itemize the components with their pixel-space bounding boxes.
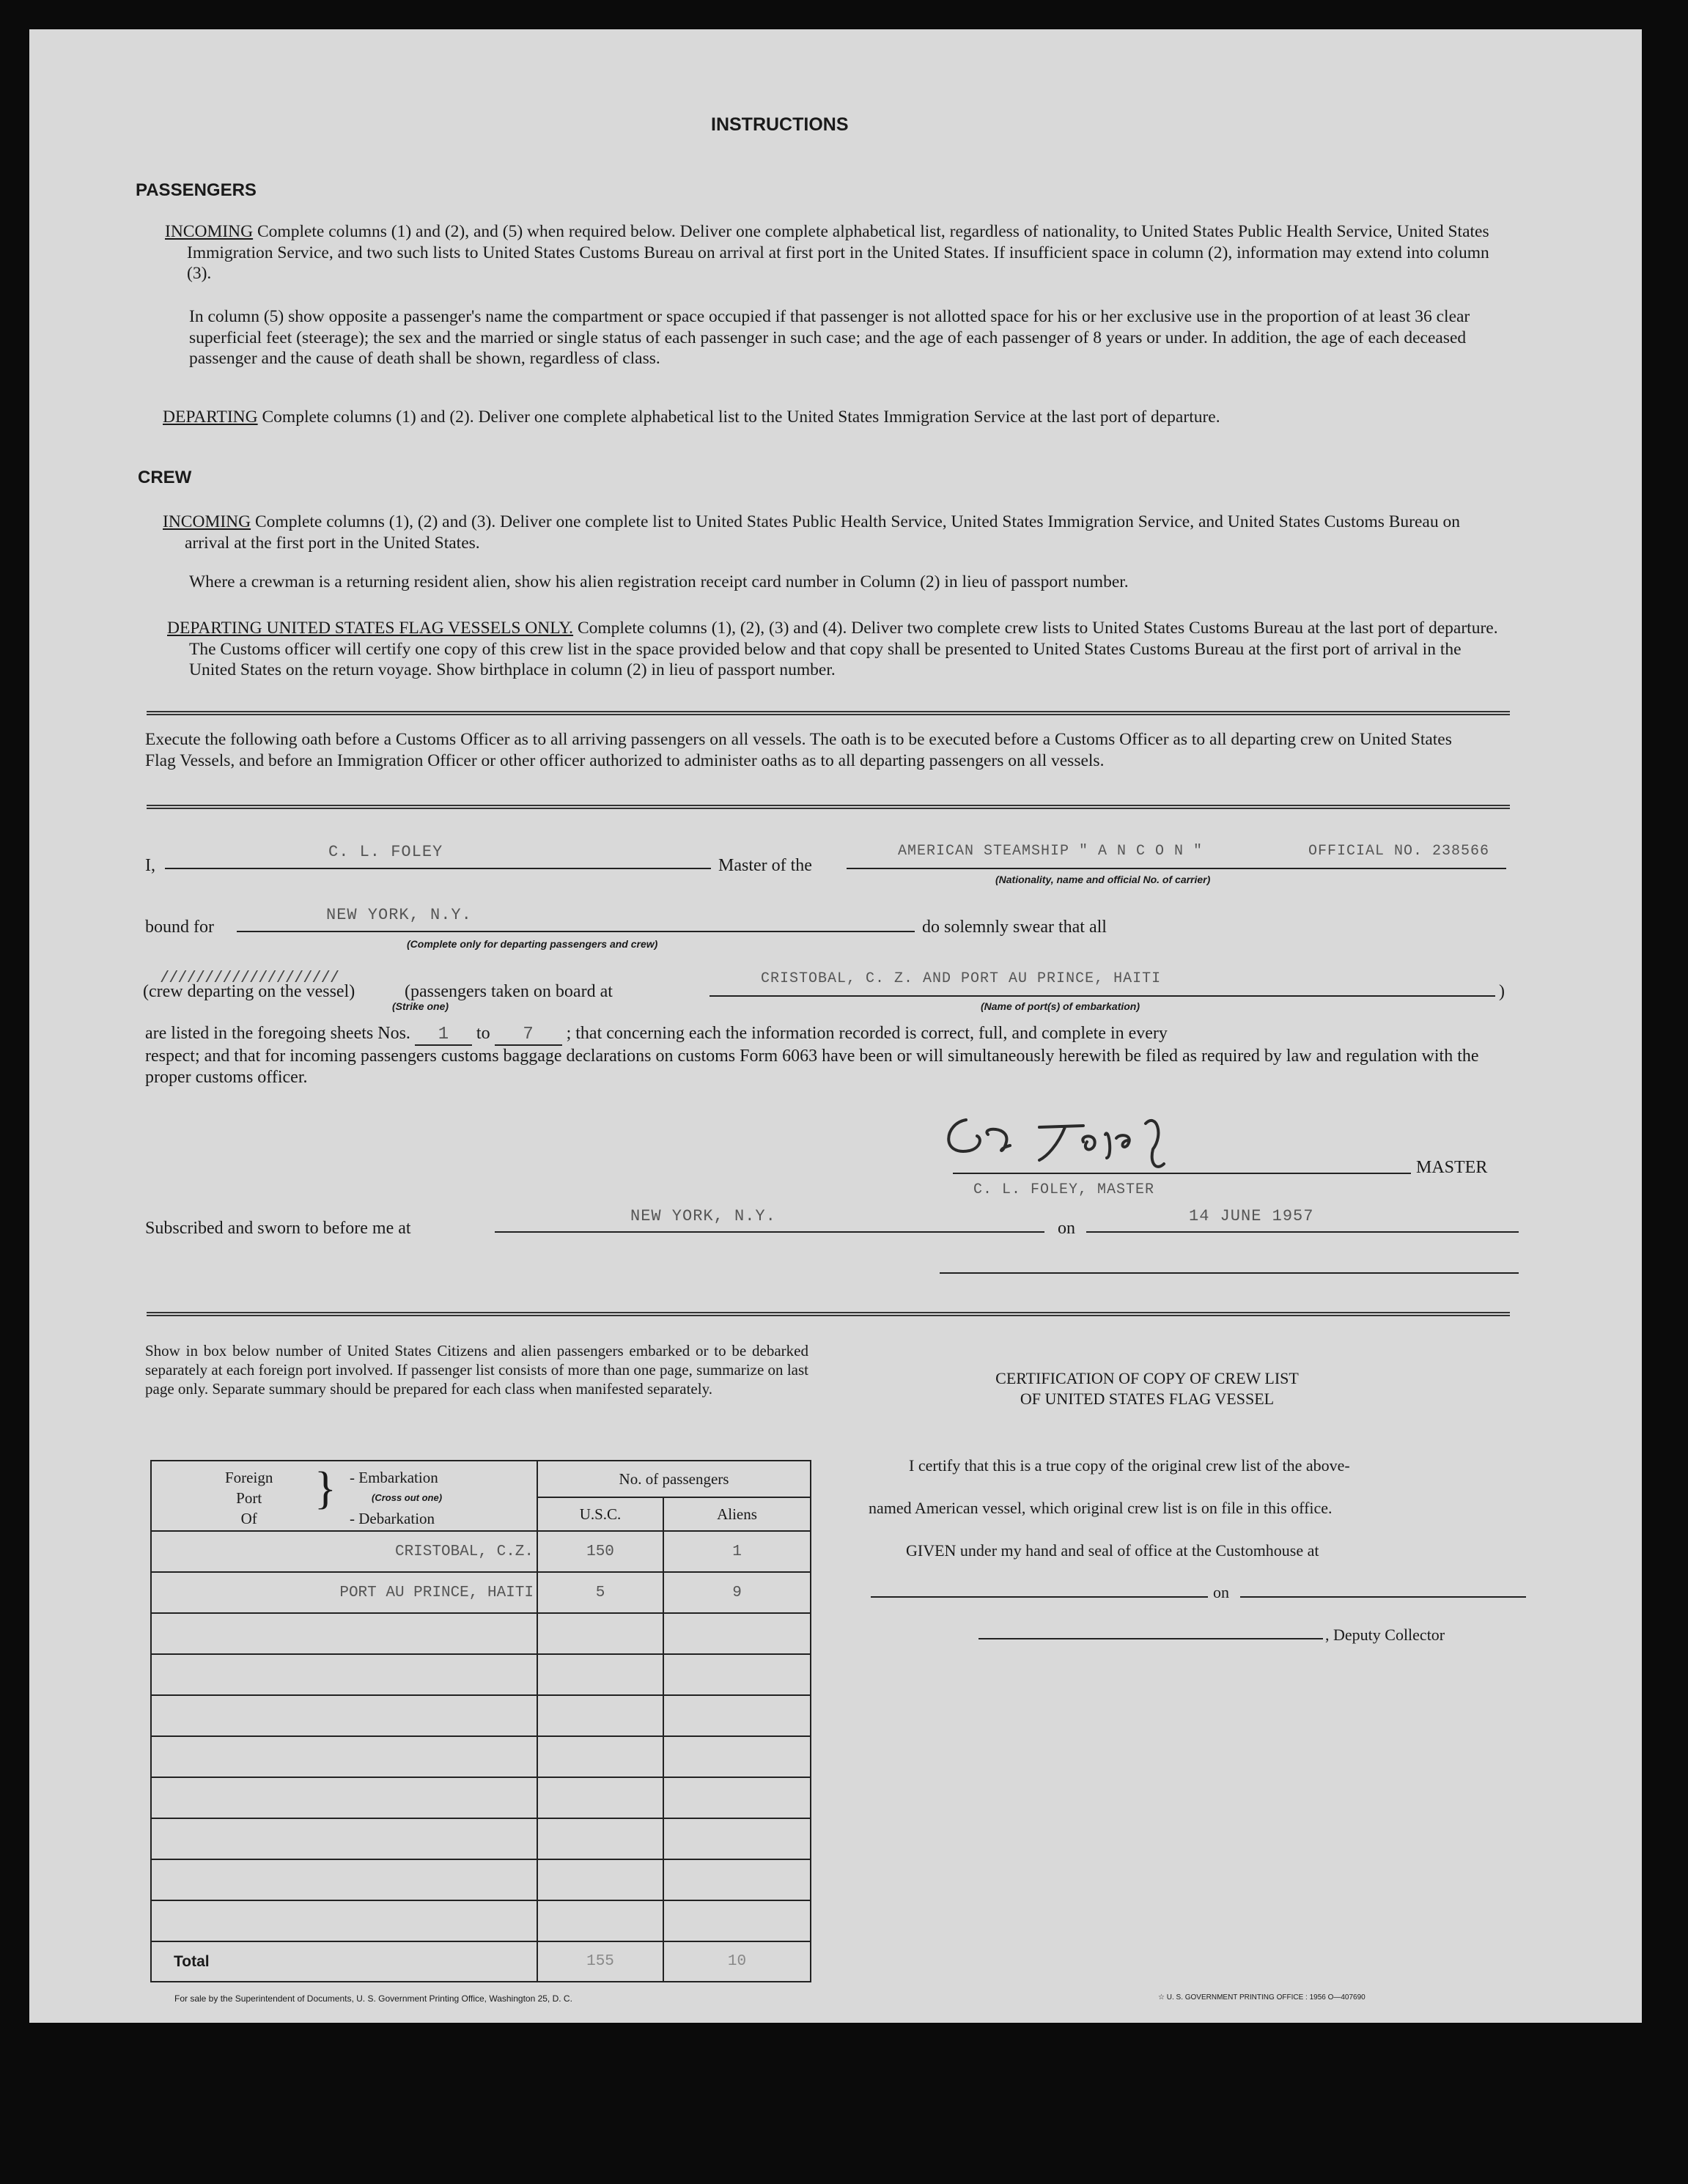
deputy-collector-label: , Deputy Collector — [1325, 1626, 1445, 1644]
row-port: CRISTOBAL, C.Z. — [151, 1531, 537, 1572]
row-aliens: 1 — [663, 1531, 811, 1572]
debarkation-option: - Debarkation — [350, 1510, 435, 1527]
total-label: Total — [151, 1941, 537, 1982]
passengers-departing-text: Complete columns (1) and (2). Deliver one complete alphabetical list to the United States Immigration Service at the last port of departure. — [257, 407, 1220, 427]
page-title: INSTRUCTIONS — [711, 114, 849, 135]
sworn-on-label: on — [1058, 1219, 1075, 1238]
carrier-name: AMERICAN STEAMSHIP " A N C O N " — [898, 843, 1204, 860]
deputy-signature-line — [978, 1638, 1323, 1639]
row-usc: 5 — [537, 1572, 663, 1613]
row-port — [151, 1654, 537, 1695]
strike-caption: (Strike one) — [392, 1000, 449, 1012]
master-name-line — [165, 868, 711, 869]
sheets-prefix: are listed in the foregoing sheets Nos. — [145, 1024, 410, 1043]
row-usc — [537, 1654, 663, 1695]
cert-date-line — [1240, 1596, 1526, 1598]
crew-departing-paragraph — [167, 618, 1501, 681]
row-aliens — [663, 1900, 811, 1941]
oath-i-label: I, — [145, 856, 155, 875]
row-aliens — [663, 1695, 811, 1736]
row-usc — [537, 1818, 663, 1859]
row-aliens — [663, 1818, 811, 1859]
embarkation-ports: CRISTOBAL, C. Z. AND PORT AU PRINCE, HAITI — [761, 970, 1162, 987]
passengers-departing-paragraph — [163, 407, 1500, 428]
passengers-incoming-label: INCOMING — [165, 222, 254, 241]
no-passengers-header: No. of passengers — [537, 1461, 811, 1497]
passengers-column5-paragraph: In column (5) show opposite a passenger's name the compartment or space occupied if that passenger is not allotted space for his or her exclusive use in the proportion of at least 36 clear superficial feet (steerage); the sex and the married or single status of each passenger in such case; and the age of each passenger of 8 years or under. In addition, the age of each deceased passenger and the cause of death shall be shown, regardless of class. — [189, 307, 1470, 368]
row-usc — [537, 1777, 663, 1818]
row-aliens: 9 — [663, 1572, 811, 1613]
divider-rule — [147, 805, 1510, 809]
row-usc — [537, 1859, 663, 1900]
row-aliens — [663, 1613, 811, 1654]
crew-incoming-text: Complete columns (1), (2) and (3). Deliver one complete list to United States Public Health Service, United States Immigration Service, and United States Customs Bureau on arrival at the first port in the United States. — [185, 512, 1460, 553]
row-aliens — [663, 1654, 811, 1695]
divider-rule — [147, 1312, 1510, 1316]
row-port — [151, 1818, 537, 1859]
passengers-incoming-paragraph — [165, 221, 1499, 284]
certification-heading-line1: CERTIFICATION OF COPY OF CREW LIST — [995, 1369, 1299, 1387]
row-usc — [537, 1613, 663, 1654]
total-usc: 155 — [537, 1941, 663, 1982]
sworn-date: 14 JUNE 1957 — [1189, 1207, 1314, 1225]
footer-right: ☆ U. S. GOVERNMENT PRINTING OFFICE : 1956 O—407690 — [1158, 1993, 1365, 2002]
table-row — [151, 1572, 811, 1613]
row-aliens — [663, 1777, 811, 1818]
table-row — [151, 1695, 811, 1736]
passengers-incoming-text: Complete columns (1) and (2), and (5) when required below. Deliver one complete alphabetical list, regardless of nationality, to United States Public Health Service, United States Immigration Service, and two such lists to United States Customs Bureau on arrival at first port in the United States. If insufficient space in column (2), information may extend into column (3). — [187, 222, 1489, 283]
row-aliens — [663, 1736, 811, 1777]
ports-line — [710, 995, 1495, 997]
table-row — [151, 1531, 811, 1572]
sheets-suffix: ; that concerning each the information recorded is correct, full, and complete in every — [566, 1024, 1168, 1043]
cert-place-line — [871, 1596, 1208, 1598]
ports-caption: (Name of port(s) of embarkation) — [981, 1000, 1140, 1012]
row-port — [151, 1777, 537, 1818]
swear-label: do solemnly swear that all — [922, 918, 1107, 937]
passengers-taken-option: (passengers taken on board at — [405, 982, 613, 1001]
carrier-line — [847, 868, 1506, 869]
certify-line1: I certify that this is a true copy of the original crew list of the above- — [909, 1456, 1350, 1475]
crew-alien-paragraph: Where a crewman is a returning resident alien, show his alien registration receipt card number in Column (2) in lieu of passport number. — [189, 572, 1129, 591]
footer-left: For sale by the Superintendent of Documents, U. S. Government Printing Office, Washington 25, D. C. — [174, 1993, 572, 2004]
subscribed-label: Subscribed and sworn to before me at — [145, 1219, 411, 1238]
crew-incoming-label: INCOMING — [163, 512, 251, 531]
row-usc: 150 — [537, 1531, 663, 1572]
close-paren: ) — [1499, 982, 1505, 1001]
master-name: C. L. FOLEY — [328, 843, 443, 861]
signature-line — [953, 1173, 1411, 1174]
sheets-line — [145, 1024, 1168, 1046]
oath-intro: Execute the following oath before a Customs Officer as to all arriving passengers on all vessels. The oath is to be executed before a Customs Officer as to all departing crew on United States Flag Vessels, and before an Immigration Officer or other officer authorized to administer oaths as to all departing passengers on all vessels. — [145, 730, 1452, 770]
table-row — [151, 1900, 811, 1941]
certify-line2: named American vessel, which original crew list is on file in this office. — [869, 1499, 1333, 1517]
carrier-caption: (Nationality, name and official No. of carrier) — [995, 874, 1211, 885]
sheet-from: 1 — [415, 1025, 472, 1046]
row-usc — [537, 1695, 663, 1736]
port-label: Port — [236, 1489, 262, 1507]
crew-departing-option: (crew departing on the vessel) — [143, 982, 355, 1001]
foreign-label: Foreign — [225, 1469, 273, 1486]
certification-heading-line2: OF UNITED STATES FLAG VESSEL — [1020, 1390, 1275, 1408]
master-label: MASTER — [1416, 1158, 1488, 1177]
table-row — [151, 1859, 811, 1900]
crew-departing-text: Complete columns (1), (2), (3) and (4). Deliver two complete crew lists to United States Customs Bureau at the last port of departure. The Customs officer will certify one copy of this crew list in the space provided below and that copy shall be presented to United States Customs Bureau at the first port of arrival in the United States on the return voyage. Show birthplace in column (2) in lieu of passport number. — [189, 619, 1498, 679]
row-port — [151, 1695, 537, 1736]
official-number: OFFICIAL NO. 238566 — [1308, 843, 1490, 860]
bound-for-caption: (Complete only for departing passengers and crew) — [407, 938, 658, 950]
typed-signature: C. L. FOLEY, MASTER — [973, 1181, 1155, 1198]
row-usc — [537, 1736, 663, 1777]
cert-on-label: on — [1213, 1583, 1229, 1601]
passengers-heading: PASSENGERS — [136, 180, 257, 200]
sworn-date-line — [1086, 1231, 1519, 1233]
crew-departing-label: DEPARTING UNITED STATES FLAG VESSELS ONLY. — [167, 619, 574, 638]
sheets-to-label: to — [476, 1024, 490, 1043]
master-signature — [937, 1105, 1281, 1175]
strike-marks: //////////////////// — [160, 969, 339, 987]
divider-rule — [147, 711, 1510, 715]
given-line: GIVEN under my hand and seal of office at the Customhouse at — [906, 1541, 1319, 1560]
row-port: PORT AU PRINCE, HAITI — [151, 1572, 537, 1613]
table-row — [151, 1777, 811, 1818]
port-header: Foreign Port Of } - Embarkation (Cross out one) - Debarkation — [151, 1461, 537, 1531]
total-aliens: 10 — [663, 1941, 811, 1982]
table-row — [151, 1736, 811, 1777]
table-row — [151, 1654, 811, 1695]
row-port — [151, 1613, 537, 1654]
crew-heading: CREW — [138, 468, 192, 487]
row-port — [151, 1736, 537, 1777]
of-label: Of — [240, 1510, 257, 1527]
passengers-departing-label: DEPARTING — [163, 407, 258, 427]
aliens-header: Aliens — [663, 1497, 811, 1531]
table-row — [151, 1818, 811, 1859]
crew-incoming-paragraph — [163, 512, 1500, 553]
bound-for-value: NEW YORK, N.Y. — [326, 906, 472, 924]
cross-out-caption: (Cross out one) — [372, 1492, 443, 1503]
passenger-summary-table — [150, 1460, 811, 1982]
master-of-label: Master of the — [718, 856, 812, 875]
usc-header: U.S.C. — [537, 1497, 663, 1531]
bound-for-label: bound for — [145, 918, 214, 937]
row-aliens — [663, 1859, 811, 1900]
certification-heading — [891, 1368, 1404, 1409]
officer-signature-line — [940, 1272, 1519, 1274]
sworn-place-line — [495, 1231, 1044, 1233]
embarkation-option: - Embarkation — [350, 1469, 438, 1486]
summary-instructions: Show in box below number of United States Citizens and alien passengers embarked or to be debarked separately at each foreign port involved. If passenger list consists of more than one page, summarize on last page only. Separate summary should be prepared for each class when manifested separately. — [145, 1342, 808, 1398]
document-page — [29, 29, 1642, 2023]
sworn-place: NEW YORK, N.Y. — [630, 1207, 776, 1225]
respect-text: respect; and that for incoming passengers customs baggage declarations on customs Form 6063 have been or will simultaneously herewith be filed as required by law and regulation with the proper customs officer. — [145, 1047, 1479, 1087]
row-port — [151, 1900, 537, 1941]
row-usc — [537, 1900, 663, 1941]
sheet-to: 7 — [495, 1025, 562, 1046]
bound-for-line — [237, 931, 915, 932]
table-row — [151, 1613, 811, 1654]
row-port — [151, 1859, 537, 1900]
